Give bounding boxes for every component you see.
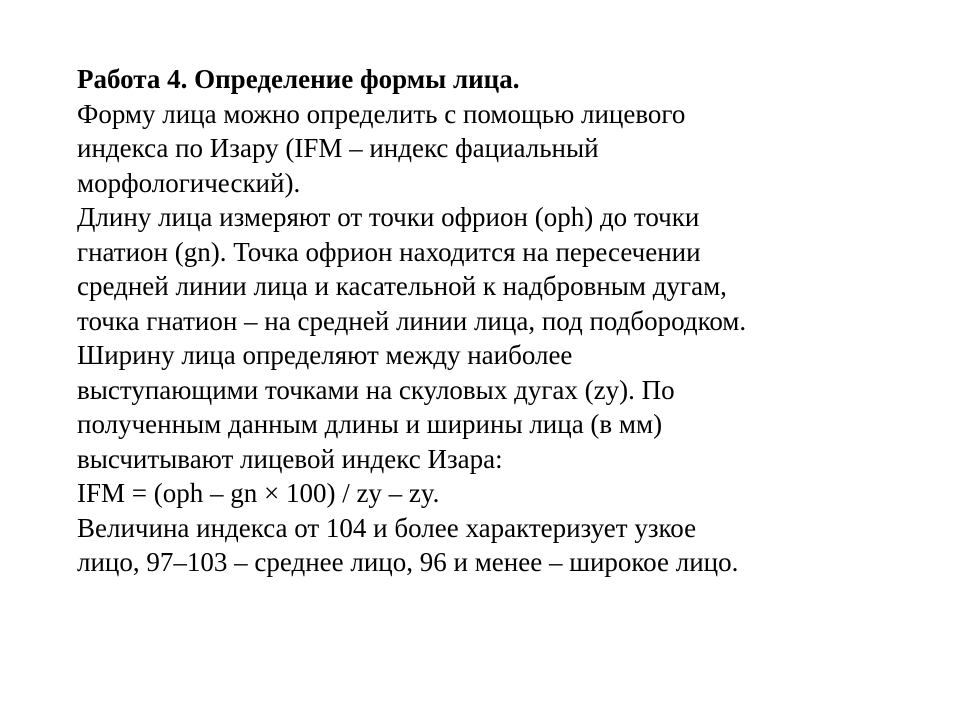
paragraph-line: средней линии лица и касательной к надбровным дугам, (77, 271, 727, 301)
paragraph-line: Ширину лица определяют между наиболее (77, 340, 573, 370)
paragraph-line: гнатион (gn). Точка офрион находится на пересечении (77, 236, 701, 267)
paragraph-line: лицо, 97–103 – среднее лицо, 96 и менее – широкое лицо. (77, 547, 739, 577)
paragraph-line: выступающими точками на скуловых дугах (zy). По (77, 374, 675, 405)
slide-title: Работа 4. Определение формы лица. (77, 64, 520, 94)
paragraph-line: полученным данным длины и ширины лица (в мм) (77, 409, 663, 439)
paragraph-line: индекса по Изару (IFM – индекс фациальный (77, 133, 599, 163)
paragraph-line: Форму лица можно определить с помощью лицевого (77, 98, 686, 129)
paragraph-line: высчитывают лицевой индекс Изара: (77, 443, 503, 474)
paragraph-line: точка гнатион – на средней линии лица, под подбородком. (77, 305, 747, 336)
paragraph-line: морфологический). (77, 167, 301, 198)
text-block (77, 62, 937, 580)
paragraph-line: Длину лица измеряют от точки офрион (oph) до точки (77, 202, 700, 232)
formula-line: IFM = (oph – gn × 100) / zy – zy. (77, 478, 440, 508)
paragraph-line: Величина индекса от 104 и более характеризует узкое (77, 512, 697, 543)
